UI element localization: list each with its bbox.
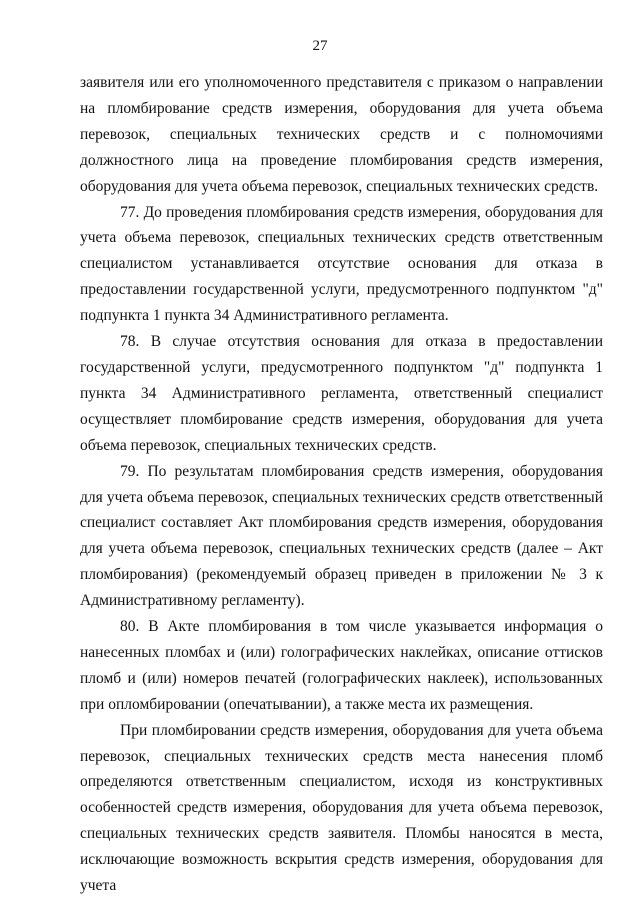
- paragraph-79: 79. По результатам пломбирования средств измерения, оборудования для учета объема перевозок, специальных технических средств ответственный специалист составляет Акт пломбирования средств измерения, оборудования для учета объема перевозок, специальных технических средств (далее – Акт пломбирования) (рекомендуемый образец приведен в приложении № 3 к Административному регламенту).: [80, 462, 603, 610]
- paragraph-78: 78. В случае отсутствия основания для отказа в предоставлении государственной услуги, предусмотренного подпунктом "д" подпункта 1 пункта 34 Административного регламента, ответственный специалист осуществляет пломбирование средств измерения, оборудования для учета объема перевозок, специальных технических средств.: [80, 333, 603, 454]
- page-number: 27: [312, 38, 328, 54]
- paragraph-80: 80. В Акте пломбирования в том числе указывается информация о нанесенных пломбах и (или) голографических наклейках, описание оттисков пломб и (или) номеров печатей (голографических наклеек), использованных при опломбировании (опечатывании), а также места их размещения.: [80, 618, 603, 713]
- paragraph-seal-placement: При пломбировании средств измерения, оборудования для учета объема перевозок, специальных технических средств места нанесения пломб определяются ответственным специалистом, исходя из конструктивных особенностей средств измерения, оборудования для учета объема перевозок, специальных технических средств заявителя. Пломбы наносятся в места, исключающие возможность вскрытия средств измерения, оборудования для учета: [80, 721, 603, 895]
- document-body: [80, 70, 603, 899]
- paragraph-continuation: заявителя или его уполномоченного представителя с приказом о направлении на пломбирование средств измерения, оборудования для учета объема перевозок, специальных технических средств и с полномочиями должностного лица на проведение пломбирования средств измерения, оборудования для учета объема перевозок, специальных технических средств.: [80, 74, 603, 195]
- paragraph-77: 77. До проведения пломбирования средств измерения, оборудования для учета объема перевозок, специальных технических средств ответственным специалистом устанавливается отсутствие основания для отказа в предоставлении государственной услуги, предусмотренного подпунктом "д" подпункта 1 пункта 34 Административного регламента.: [80, 203, 603, 325]
